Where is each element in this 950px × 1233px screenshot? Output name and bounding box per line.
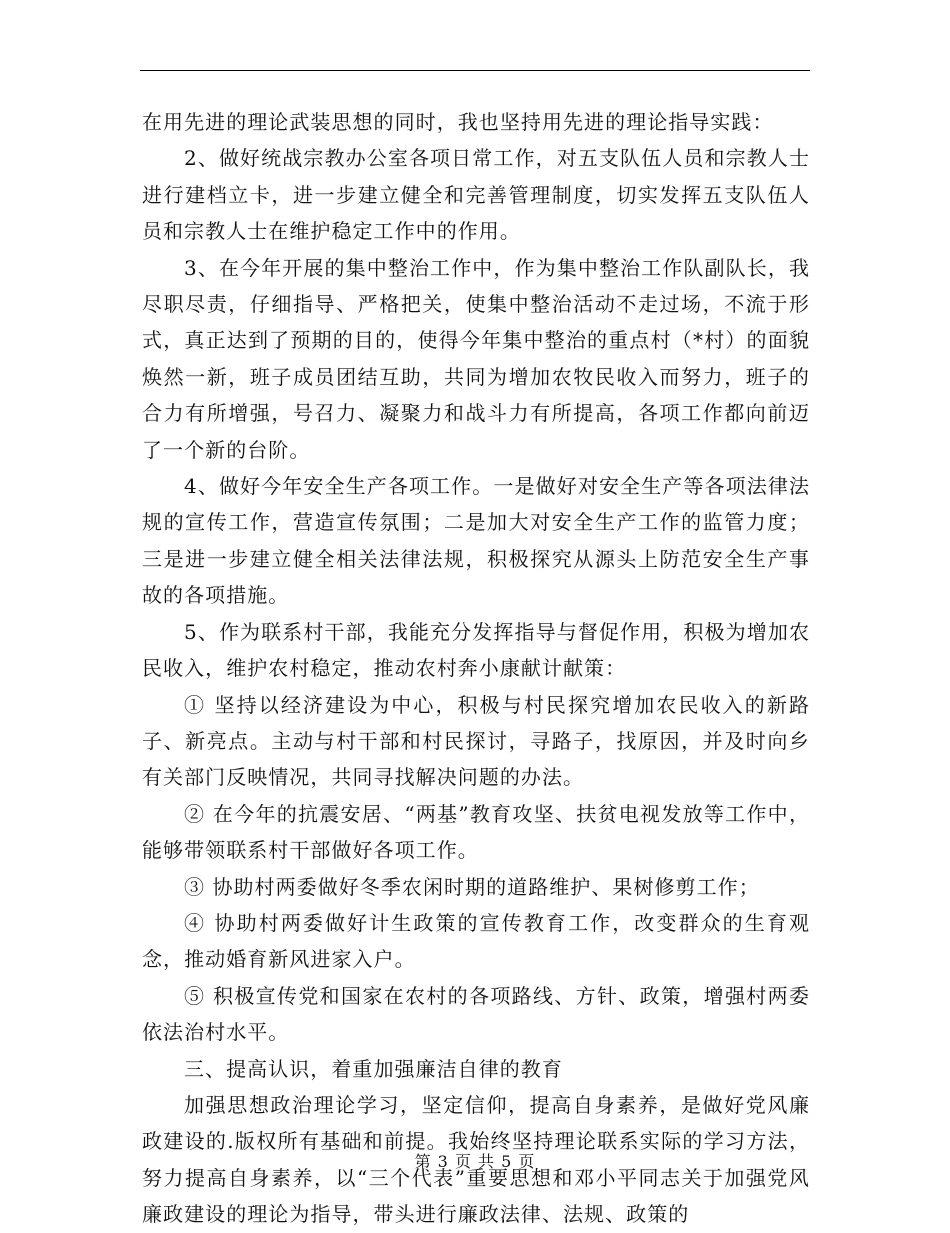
section-heading-3: 三、提高认识，着重加强廉洁自律的教育	[184, 1056, 563, 1081]
page-footer	[0, 1151, 950, 1173]
paragraph-item-2: 2、做好统战宗教办公室各项日常工作，对五支队伍人员和宗教人士进行建档立卡，进一步建立健全和完善管理制度，切实发挥五支队伍人员和宗教人士在维护稳定工作中的作用。	[142, 146, 810, 244]
paragraph-subitem-1: ① 坚持以经济建设为中心，积极与村民探究增加农民收入的新路子、新亮点。主动与村干部和村民探讨，寻路子，找原因，并及时向乡有关部门反映情况，共同寻找解决问题的办法。	[142, 692, 810, 790]
footer-suffix: 页	[518, 1152, 536, 1171]
paragraph-intro: 在用先进的理论武装思想的同时，我也坚持用先进的理论指导实践：	[142, 110, 774, 134]
footer-prefix: 第	[414, 1152, 432, 1171]
paragraph-subitem-2: ② 在今年的抗震安居、“两基”教育攻坚、扶贫电视发放等工作中，能够带领联系村干部做好各项工作。	[142, 801, 810, 863]
paragraph-subitem-3: ③ 协助村两委做好冬季农闲时期的道路维护、果树修剪工作；	[184, 874, 760, 899]
footer-current-page: 3	[437, 1152, 449, 1171]
header-rule	[140, 70, 810, 71]
paragraph-item-4: 4、做好今年安全生产各项工作。一是做好对安全生产等各项法律法规的宣传工作，营造宣传氛围；二是加大对安全生产工作的监管力度；三是进一步建立健全相关法律法规，积极探究从源头上防范安全生产事故的各项措施。	[142, 474, 810, 608]
paragraph-item-3: 3、在今年开展的集中整治工作中，作为集中整治工作队副队长，我尽职尽责，仔细指导、严格把关，使集中整治活动不走过场，不流于形式，真正达到了预期的目的，使得今年集中整治的重点村（*村）的面貌焕然一新，班子成员团结互助，共同为增加农牧民收入而努力，班子的合力有所增强，号召力、凝聚力和战斗力有所提高，各项工作都向前迈了一个新的台阶。	[142, 255, 810, 462]
footer-total-pages: 5	[501, 1152, 513, 1171]
paragraph-item-5: 5、作为联系村干部，我能充分发挥指导与督促作用，积极为增加农民收入，维护农村稳定，推动农村奔小康献计献策：	[142, 619, 810, 681]
paragraph-section-3-body: 加强思想政治理论学习，坚定信仰，提高自身素养，是做好党风廉政建设的.版权所有基础和前提。我始终坚持理论联系实际的学习方法，努力提高自身素养，以“三个代表”重要思想和邓小平同志关于加强党风廉政建设的理论为指导，带头进行廉政法律、法规、政策的	[142, 1092, 810, 1227]
paragraph-subitem-5: ⑤ 积极宣传党和国家在农村的各项路线、方针、政策，增强村两委依法治村水平。	[142, 983, 810, 1045]
document-body	[142, 104, 810, 1233]
paragraph-subitem-4: ④ 协助村两委做好计生政策的宣传教育工作，改变群众的生育观念，推动婚育新风进家入户。	[142, 910, 810, 972]
footer-mid: 页 共	[454, 1152, 496, 1171]
